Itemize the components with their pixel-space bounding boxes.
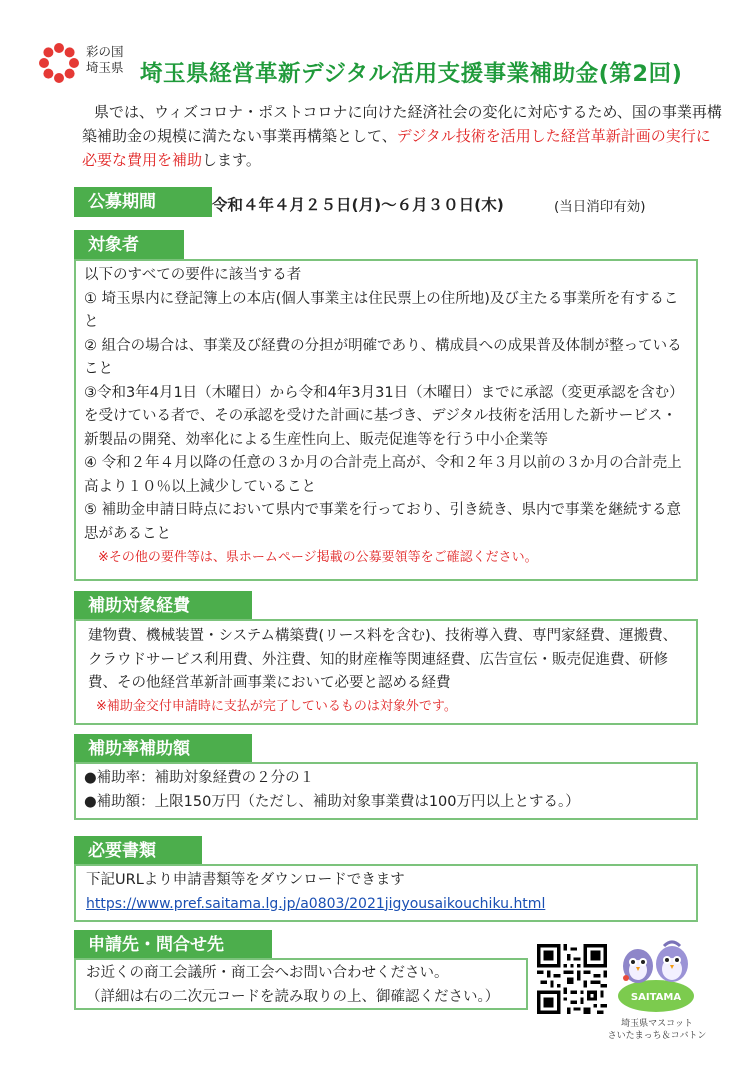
intro-highlight: デジタル技術を活用した経営革新計画の実行に必要な費用を補助: [82, 127, 711, 169]
contact-line: お近くの商工会議所・商工会へお問い合わせください。: [86, 965, 449, 981]
intro-paragraph: [82, 100, 722, 172]
mascot-caption-line1: 埼玉県マスコット: [621, 1019, 693, 1029]
documents-label: 必要書類: [74, 836, 202, 866]
documents-box: [74, 864, 698, 922]
rate-box: [74, 762, 698, 820]
eligibility-item: ⑤ 補助金申請日時点において県内で事業を行っており、引き続き、県内で事業を継続する意思があること: [84, 502, 682, 542]
contact-box: [74, 958, 528, 1010]
mascot-caption-line2: さいたまっち＆コバトン: [607, 1031, 707, 1041]
contact-content: [76, 960, 526, 1009]
expenses-text: 建物費、機械装置・システム構築費(リース料を含む)、技術導入費、専門家経費、運搬費、クラウドサービス利用費、外注費、知的財産権等関連経費、広告宣伝・販売促進費、研修費、その他経営革新計画事業において必要と認める経費: [88, 628, 678, 691]
period-label: 公募期間: [74, 187, 212, 217]
saitama-logo-icon: [38, 42, 80, 84]
eligibility-note: ※その他の要件等は、県ホームページ掲載の公募要領等をご確認ください。: [98, 550, 538, 565]
contact-line: （詳細は右の二次元コードを読み取りの上、御確認ください。）: [86, 988, 500, 1005]
pref-label-line1: 彩の国: [86, 44, 124, 59]
eligibility-item: ④ 令和２年４月以降の任意の３か月の合計売上高が、令和２年３月以前の３か月の合計売上高より１０％以上減少していること: [84, 455, 682, 495]
pref-label-line2: 埼玉県: [86, 60, 124, 75]
intro-text-end: します。: [202, 151, 261, 169]
contact-label: 申請先・問合せ先: [74, 930, 272, 960]
mascot-caption: [602, 1018, 712, 1042]
mascot-illustration-icon: [614, 932, 698, 1016]
pref-label: [86, 44, 124, 76]
qr-code-icon[interactable]: [537, 944, 607, 1014]
mascot-sign-text: SAITAMA: [630, 992, 682, 1003]
eligibility-item: ① 埼玉県内に登記簿上の本店(個人事業主は住民票上の住所地)及び主たる事業所を有すること: [84, 290, 679, 330]
expenses-box: [74, 619, 698, 725]
rate-content: [76, 764, 696, 814]
eligibility-box: [74, 259, 698, 581]
eligibility-label: 対象者: [74, 230, 184, 260]
expenses-label: 補助対象経費: [74, 591, 252, 621]
eligibility-item: ② 組合の場合は、事業及び経費の分担が明確であり、構成員への成果普及体制が整っていること: [84, 337, 682, 377]
rate-line: ●補助率：補助対象経費の２分の１: [84, 770, 315, 786]
period-date: 令和４年４月２５日(月)～６月３０日(木): [212, 196, 504, 214]
eligibility-content: [76, 261, 696, 569]
rate-label: 補助率補助額: [74, 734, 252, 764]
documents-url-link[interactable]: https://www.pref.saitama.lg.jp/a0803/2021jigyousaikouchiku.html: [86, 895, 546, 912]
rate-line: ●補助額：上限150万円（ただし、補助対象事業費は100万円以上とする。）: [84, 793, 580, 810]
period-note: (当日消印有効): [554, 199, 646, 215]
page-title: 埼玉県経営革新デジタル活用支援事業補助金(第2回): [140, 61, 683, 87]
documents-text: 下記URLより申請書類等をダウンロードできます: [86, 872, 405, 888]
expenses-content: [76, 621, 696, 718]
eligibility-item: ③令和3年4月1日（木曜日）から令和4年3月31日（木曜日）までに承認（変更承認を含む）を受けている者で、その承認を受けた計画に基づき、デジタル技術を活用した新サービス・新製品の開発、効率化による生産性向上、販売促進等を行う中小企業等: [84, 384, 684, 448]
expenses-note: ※補助金交付申請時に支払が完了しているものは対象外です。: [96, 698, 457, 714]
documents-content: [76, 866, 696, 916]
intro-text: 県では、ウィズコロナ・ポストコロナに向けた経済社会の変化に対応するため、国の事業再構築補助金の規模に満たない事業再構築として、: [82, 103, 722, 145]
eligibility-lead: 以下のすべての要件に該当する者: [84, 267, 302, 283]
